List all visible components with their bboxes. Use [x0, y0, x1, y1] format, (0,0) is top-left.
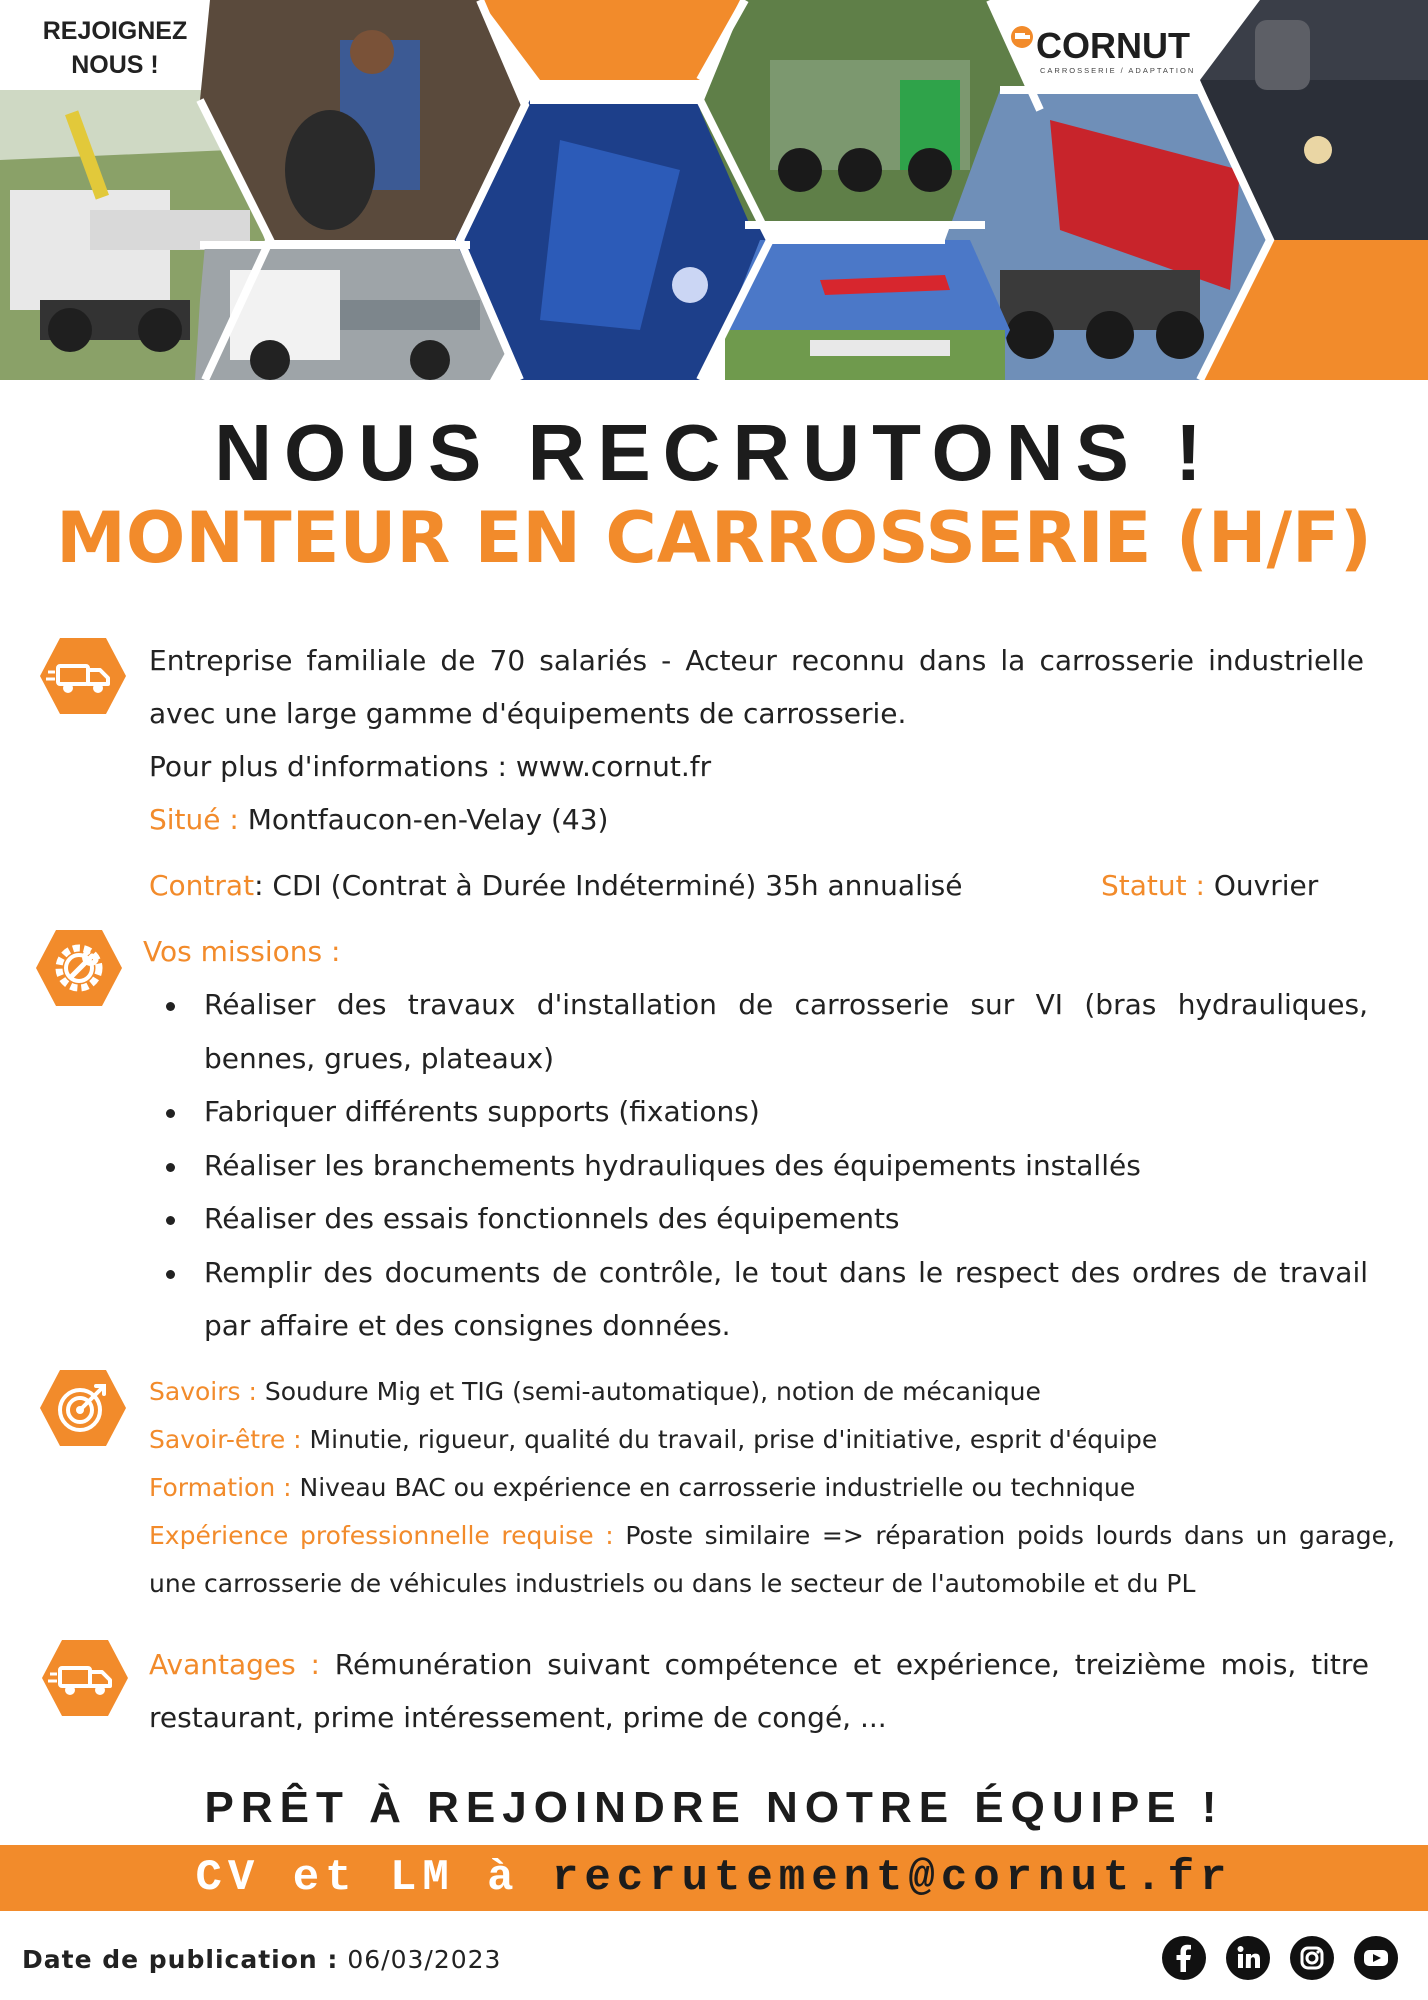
join-us-line-1: REJOIGNEZ [42, 17, 188, 45]
instagram-icon[interactable] [1290, 1936, 1334, 1980]
application-email[interactable]: recrutement@cornut.fr [551, 1853, 1233, 1903]
missions-list [158, 978, 1368, 1353]
cornut-logo [1010, 26, 1200, 82]
photo-collage-graphic [0, 0, 1428, 380]
benefits-section [149, 1638, 1369, 1744]
social-links [1162, 1936, 1412, 1984]
logo-name: CORNUT [1036, 25, 1190, 66]
experience-row [149, 1512, 1395, 1608]
savoir-etre-row [149, 1416, 1395, 1464]
location-value: Montfaucon-en-Velay (43) [247, 803, 609, 836]
facebook-icon[interactable] [1162, 1936, 1206, 1980]
linkedin-icon[interactable] [1226, 1936, 1270, 1980]
target-icon [38, 1368, 128, 1448]
list-item: Réaliser des essais fonctionnels des équipements [158, 1192, 1368, 1246]
company-section [149, 634, 1364, 846]
header-photo-collage [0, 0, 1428, 380]
savoirs-row [149, 1368, 1395, 1416]
benefits-label: Avantages : [149, 1648, 320, 1681]
formation-value: Niveau BAC ou expérience en carrosserie industrielle ou technique [299, 1473, 1136, 1502]
gear-wrench-icon [34, 928, 124, 1008]
company-description: Entreprise familiale de 70 salariés - Acteur reconnu dans la carrosserie industrielle avec une large gamme d'équipements de carrosserie. [149, 644, 1364, 730]
missions-heading: Vos missions : [143, 935, 341, 968]
formation-label: Formation : [149, 1473, 292, 1502]
company-info-link[interactable]: Pour plus d'informations : www.cornut.fr [149, 750, 712, 783]
contract-row [149, 858, 1364, 914]
publication-date [22, 1940, 501, 1980]
join-us-line-2: NOUS ! [71, 51, 159, 79]
truck-icon [38, 636, 128, 716]
list-item: Réaliser des travaux d'installation de carrosserie sur VI (bras hydrauliques, bennes, grues, plateaux) [158, 978, 1368, 1085]
savoirs-label: Savoirs : [149, 1377, 257, 1406]
profile-section [149, 1368, 1395, 1608]
savoirs-value: Soudure Mig et TIG (semi-automatique), notion de mécanique [264, 1377, 1041, 1406]
job-title: MONTEUR EN CARROSSERIE (H/F) [56, 497, 1372, 579]
cta-headline: PRÊT À REJOINDRE NOTRE ÉQUIPE ! [204, 1783, 1224, 1832]
date-label: Date de publication : [22, 1945, 339, 1974]
youtube-icon[interactable] [1354, 1936, 1398, 1980]
experience-label: Expérience professionnelle requise : [149, 1521, 614, 1550]
contract-label: Contrat [149, 869, 255, 902]
list-item: Réaliser les branchements hydrauliques des équipements installés [158, 1139, 1368, 1193]
location-label: Situé : [149, 803, 239, 836]
logo-tagline: CARROSSERIE / ADAPTATION [1040, 66, 1196, 75]
date-value: 06/03/2023 [347, 1945, 502, 1974]
status-field [1101, 858, 1318, 914]
apply-banner [0, 1845, 1428, 1911]
status-label: Statut : [1101, 869, 1205, 902]
savoir-etre-value: Minutie, rigueur, qualité du travail, prise d'initiative, esprit d'équipe [309, 1425, 1158, 1454]
savoir-etre-label: Savoir-être : [149, 1425, 302, 1454]
formation-row [149, 1464, 1395, 1512]
status-value: Ouvrier [1213, 869, 1319, 902]
page-title: NOUS RECRUTONS ! [214, 408, 1214, 497]
join-us-tag [30, 14, 200, 82]
banner-prefix: CV et LM à [195, 1853, 520, 1903]
contract-value: : CDI (Contrat à Durée Indéterminé) 35h annualisé [254, 869, 963, 902]
list-item: Fabriquer différents supports (fixations) [158, 1085, 1368, 1139]
orange-hex-top [480, 0, 740, 80]
logo-truck-icon [1010, 26, 1038, 48]
experience-value: Poste similaire => réparation poids lourds dans un garage, une carrosserie de véhicules industriels ou dans le secteur de l'automobile et du PL [149, 1521, 1395, 1598]
benefits-value: Rémunération suivant compétence et expérience, treizième mois, titre restaurant, prime intéressement, prime de congé, ... [149, 1648, 1369, 1734]
truck-icon [40, 1638, 130, 1718]
list-item: Remplir des documents de contrôle, le tout dans le respect des ordres de travail par affaire et des consignes données. [158, 1246, 1368, 1353]
company-location [149, 793, 1364, 846]
